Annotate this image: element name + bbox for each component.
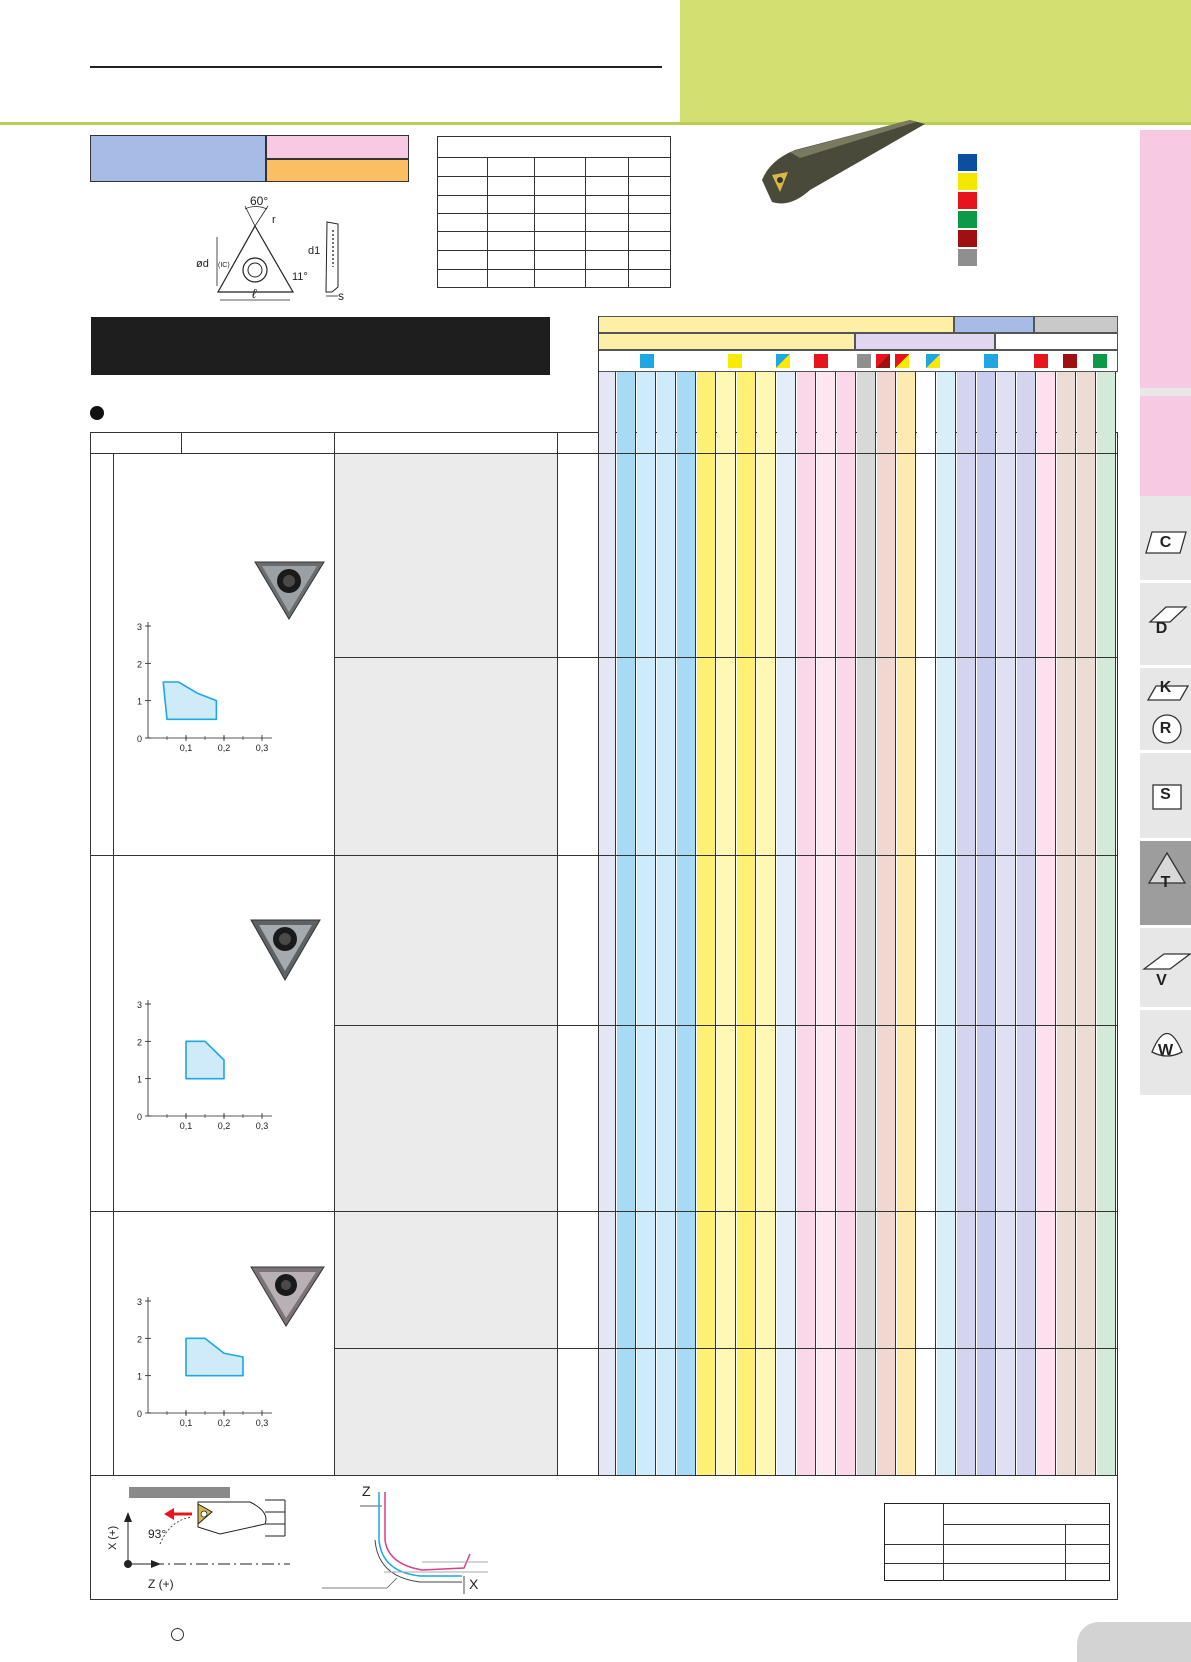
- grade-icon-red-2: [1034, 354, 1048, 368]
- grade-column: [1077, 372, 1096, 1475]
- y-tick-label: 1: [136, 1074, 142, 1085]
- side-tab-c[interactable]: C: [1159, 534, 1172, 551]
- grade-column: [937, 372, 956, 1475]
- y-tick-label: 3: [136, 622, 142, 632]
- grade-column: [717, 372, 736, 1475]
- clearance-label: 11°: [292, 271, 308, 283]
- side-tab-d[interactable]: D: [1155, 620, 1168, 637]
- grade-column: [737, 372, 756, 1475]
- section-title-bar: [91, 317, 550, 375]
- radius-label: r: [272, 214, 276, 226]
- grade-column: [797, 372, 816, 1475]
- angle-93-label: 93°: [148, 1527, 167, 1541]
- y-tick-label: 3: [136, 1297, 142, 1307]
- grade-column: [917, 372, 936, 1475]
- grade-column: [1097, 372, 1116, 1475]
- header-band-yellow: [598, 316, 954, 333]
- cutting-range-area: [163, 682, 216, 719]
- grade-box-pink: [266, 135, 409, 159]
- x-tick-label: 0,3: [255, 743, 269, 753]
- y-tick-label: 2: [136, 1037, 142, 1048]
- x-tick-label: 0,3: [255, 1121, 269, 1131]
- spec-table: [437, 136, 671, 288]
- header-band-blue: [954, 316, 1034, 333]
- grade-box-blue: [90, 135, 266, 182]
- subheader-band-lavender: [855, 333, 995, 350]
- grade-swatch-2: [958, 173, 977, 190]
- grade-column: [817, 372, 836, 1475]
- grade-swatch-5: [958, 230, 977, 247]
- table-rule: [334, 1025, 1118, 1026]
- z-label: Z: [362, 1483, 371, 1499]
- thickness-label: s: [338, 289, 344, 303]
- table-rule: [90, 1211, 1118, 1212]
- y-tick-label: 2: [136, 659, 142, 670]
- grade-column: [1037, 372, 1056, 1475]
- d1-label: d1: [308, 245, 321, 257]
- table-rule: [90, 855, 1118, 856]
- y-tick-label: 0: [136, 1112, 142, 1122]
- description-column: [334, 453, 557, 1475]
- cutting-range-area: [186, 1338, 243, 1375]
- table-rule: [113, 453, 114, 1475]
- insert-photo-2: [248, 916, 322, 982]
- side-tab-k[interactable]: K: [1159, 679, 1172, 696]
- grade-column: [1057, 372, 1076, 1475]
- subheader-band-yellow: [598, 333, 855, 350]
- grade-icon-red-yellow: [895, 354, 909, 368]
- y-tick-label: 2: [136, 1334, 142, 1345]
- cutting-range-area: [186, 1041, 224, 1078]
- grade-column: [877, 372, 896, 1475]
- x-tick-label: 0,2: [217, 1121, 231, 1131]
- table-rule: [598, 316, 599, 1475]
- table-rule: [334, 657, 1118, 658]
- grade-icon-blue-yellow-2: [926, 354, 940, 368]
- y-tick-label: 3: [136, 1000, 142, 1010]
- grade-icon-green: [1093, 354, 1107, 368]
- header-band: [680, 0, 1191, 124]
- table-rule: [334, 1348, 1118, 1349]
- z-axis-label: Z (+): [148, 1577, 174, 1591]
- x-tick-label: 0,1: [179, 743, 193, 753]
- page-number-tab: [1077, 1622, 1191, 1662]
- grade-icon-gray: [857, 354, 871, 368]
- y-tick-label: 1: [136, 1371, 142, 1382]
- side-tab-s[interactable]: S: [1160, 786, 1171, 803]
- grade-icon-red: [814, 354, 828, 368]
- table-rule: [557, 432, 558, 1475]
- header-band-gray: [1034, 316, 1118, 333]
- boring-direction-diagram: [100, 1482, 300, 1594]
- length-label: ℓ: [252, 286, 257, 301]
- table-rule: [90, 453, 1118, 454]
- grade-column: [637, 372, 656, 1475]
- grade-swatch-4: [958, 211, 977, 228]
- grade-column: [977, 372, 996, 1475]
- y-tick-label: 1: [136, 696, 142, 707]
- header-band-rule: [0, 122, 1191, 125]
- grade-column: [957, 372, 976, 1475]
- grade-box-orange: [266, 159, 409, 182]
- side-tab-r[interactable]: R: [1159, 720, 1172, 737]
- side-tab-w[interactable]: W: [1157, 1042, 1174, 1059]
- grade-column: [897, 372, 916, 1475]
- chip-path-diagram: [312, 1482, 502, 1594]
- grade-icon-blue-2: [984, 354, 998, 368]
- grade-icon-darkred: [1063, 354, 1077, 368]
- table-rule: [90, 1475, 1118, 1476]
- x-label: X: [469, 1576, 479, 1592]
- grade-icon-blue: [640, 354, 654, 368]
- x-tick-label: 0,3: [255, 1418, 269, 1428]
- grade-column: [1017, 372, 1036, 1475]
- table-rule: [90, 432, 598, 433]
- side-tab-v[interactable]: V: [1156, 972, 1167, 989]
- grade-column: [757, 372, 776, 1475]
- x-tick-label: 0,2: [217, 743, 231, 753]
- cutting-range-chart-2: [138, 998, 288, 1136]
- header-rule: [90, 66, 662, 68]
- grade-column: [697, 372, 716, 1475]
- subheader-band-white: [995, 333, 1118, 350]
- grade-icon-blue-yellow: [776, 354, 790, 368]
- x-tick-label: 0,1: [179, 1121, 193, 1131]
- angle-label: 60°: [250, 194, 269, 208]
- small-notes-table: [884, 1503, 1110, 1581]
- grade-swatch-3: [958, 192, 977, 209]
- cutting-range-chart-3: [138, 1295, 288, 1433]
- grade-column: [657, 372, 676, 1475]
- table-rule: [334, 432, 335, 1475]
- grade-column: [598, 372, 616, 1475]
- grade-swatch-6: [958, 249, 977, 266]
- grade-columns: [598, 372, 1118, 1475]
- insert-geometry-diagram: [190, 192, 370, 310]
- grade-column: [837, 372, 856, 1475]
- table-rule: [181, 432, 182, 453]
- bullet-icon: [90, 406, 104, 420]
- grade-column: [857, 372, 876, 1475]
- diameter-label: ød: [196, 258, 209, 270]
- boring-bar-photo: [750, 120, 930, 220]
- grade-column: [617, 372, 636, 1475]
- grade-icon-red-darkred: [876, 354, 890, 368]
- grade-column: [997, 372, 1016, 1475]
- cutting-range-chart-1: [138, 620, 288, 758]
- x-tick-label: 0,2: [217, 1418, 231, 1428]
- copyright-icon: [171, 1628, 184, 1641]
- y-tick-label: 0: [136, 1409, 142, 1419]
- y-tick-label: 0: [136, 734, 142, 744]
- x-tick-label: 0,1: [179, 1418, 193, 1428]
- side-tab-pink-2[interactable]: [1140, 396, 1191, 496]
- ic-label: (IC): [218, 262, 230, 269]
- grade-icon-yellow: [728, 354, 742, 368]
- x-axis-label: X (+): [107, 1525, 119, 1550]
- side-tab-t[interactable]: T: [1160, 874, 1171, 891]
- grade-column: [677, 372, 696, 1475]
- side-tab-pink-1[interactable]: [1140, 130, 1191, 388]
- grade-swatch-1: [958, 154, 977, 171]
- insert-photo-1: [252, 556, 326, 622]
- grade-column: [777, 372, 796, 1475]
